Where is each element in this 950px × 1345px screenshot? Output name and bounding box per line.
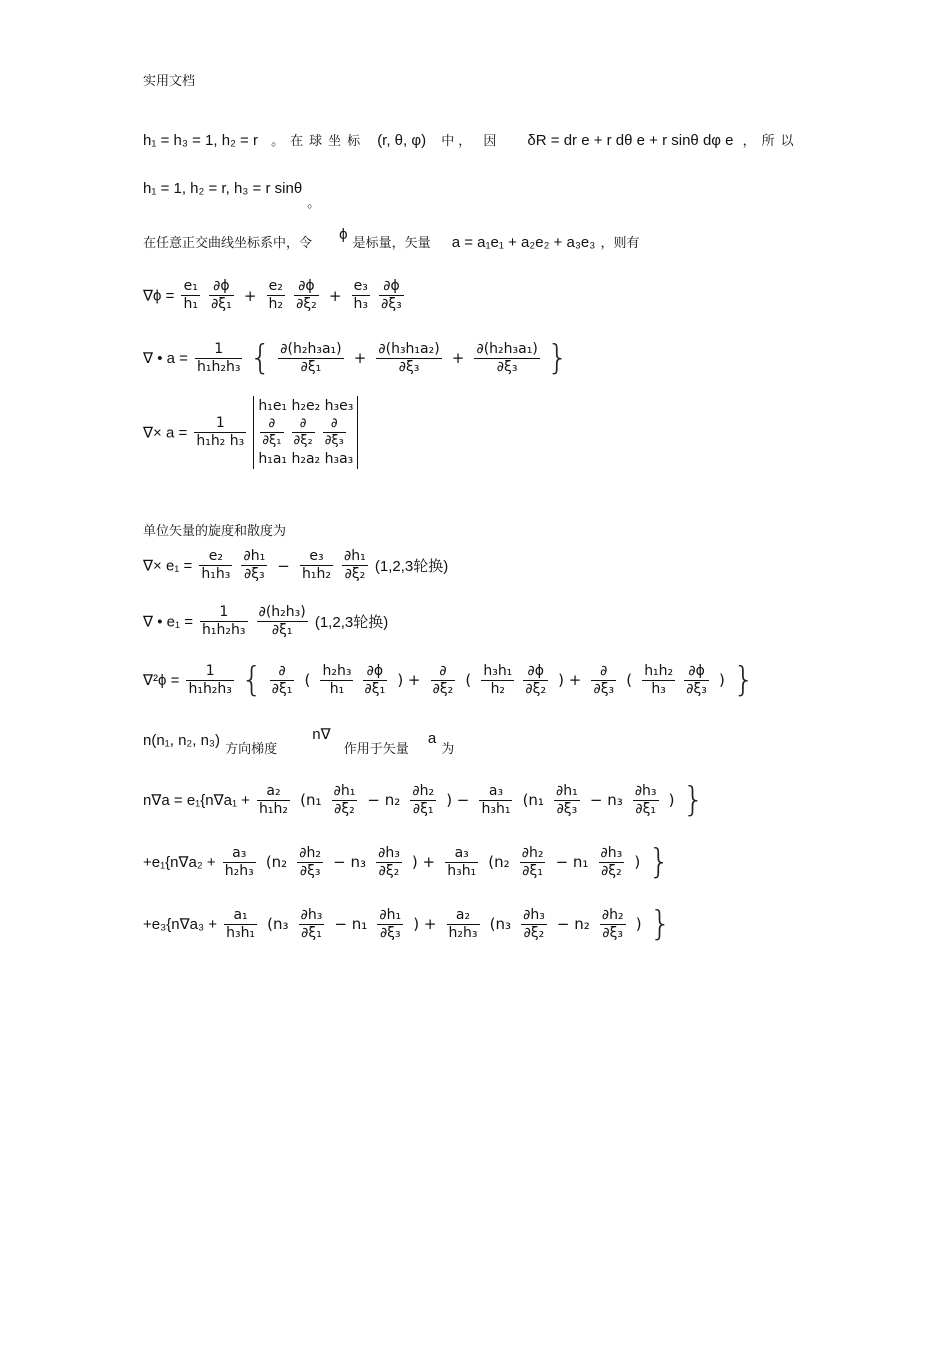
fraction: $\frac{\partial\phi}{\text{∂ξ₃}}$	[381, 278, 402, 312]
fraction: $\frac{\text{∂(h₃h₁a₂)}}{\text{∂ξ₃}}$	[378, 340, 440, 375]
scale-factors-line	[143, 130, 800, 149]
fraction: $\frac{\text{∂(h₂h₃a₁)}}{\text{∂ξ₁}}$	[280, 340, 342, 375]
determinant	[253, 396, 358, 469]
curl-formula	[143, 396, 358, 469]
det-row-3: h₁a₁ h₂a₂ h₃a₃	[258, 451, 354, 467]
vector-a-definition: a = a₁e₁ + a₂e₂ + a₃e₃	[451, 234, 596, 251]
laplacian-formula: ∇²ϕ = $\frac{1}{\text{h₁h₂h₃}}$ { $\frac{\partial}{\text{∂ξ₁}}$ ( $\frac{\text{h₂h₃}}{\text{h₁}}$ $\frac{\partial\phi}{\text{∂ξ₁}}$ ) + $\frac{\partial}{\text{∂ξ₂}}$ ( $\frac{\text{h₃h₁}}{\text{h₂}}$ $\frac{\partial\phi}{\text{∂ξ₂}}$ ) + $\frac{\partial}{\text{∂ξ₃}}$ ( $\frac{\text{h₁h₂}}{\text{h₃}}$ $\frac{\partial\phi}{\text{∂ξ₃}}$ ) }	[143, 660, 755, 700]
text-spherical: 。在球坐标	[271, 134, 367, 149]
definition-line	[143, 226, 640, 251]
fraction: $\frac{1}{\text{h₁h₂h₃}}$	[196, 340, 241, 375]
text-then: ，则有	[600, 236, 640, 251]
expansion-lhs-2: +e₁{n∇a₂ +	[143, 854, 216, 871]
gradient-formula: ∇ϕ = $\frac{\text{e₁}}{\text{h₁}}$ $\frac{\partial\phi}{\text{∂ξ₁}}$ + $\frac{\text{e₂}}{\text{h₂}}$ $\frac{\partial\phi}{\text{∂ξ₂}}$ + $\frac{\text{e₃}}{\text{h₃}}$ $\frac{\partial\phi}{\text{∂ξ₃}}$	[143, 278, 402, 312]
n-nabla: n∇	[312, 726, 331, 743]
unit-curl-lhs: ∇× e₁ =	[143, 557, 193, 575]
vector-a: a	[427, 730, 437, 747]
expansion-line-3: +e₃{n∇a₃ + $\frac{\text{a₁}}{\text{h₃h₁}}$ (n₃ $\frac{\text{∂h₃}}{\text{∂ξ₁}}$ − n₁ $\frac{\text{∂h₁}}{\text{∂ξ₃}}$ ) + $\frac{\text{a₂}}{\text{h₂h₃}}$ (n₃ $\frac{\text{∂h₃}}{\text{∂ξ₂}}$ − n₂ $\frac{\text{∂h₂}}{\text{∂ξ₃}}$ ) }	[143, 904, 672, 944]
phi-symbol: ϕ	[339, 226, 348, 243]
det-row-1: h₁e₁ h₂e₂ h₃e₃	[258, 398, 354, 414]
laplacian-lhs: ∇²ϕ =	[143, 672, 180, 689]
text-scalar: 是标量，矢量	[352, 236, 431, 251]
det-row-2: $\frac{\partial}{\text{∂ξ₁}}$ $\frac{\partial}{\text{∂ξ₂}}$ $\frac{\partial}{\text{∂ξ₃}}$	[262, 416, 344, 448]
expansion-lhs-1: n∇a = e₁{n∇a₁ +	[143, 792, 250, 809]
unit-curl-formula: ∇× e₁ = $\frac{\text{e₂}}{\text{h₁h₃}}$ $\frac{\text{∂h₁}}{\text{∂ξ₃}}$ − $\frac{\text{e₃}}{\text{h₁h₂}}$ $\frac{\text{∂h₁}}{\text{∂ξ₂}}$ (1,2,3轮换)	[143, 548, 449, 582]
divergence-lhs: ∇ • a =	[143, 350, 188, 367]
direction-n: n(n₁, n₂, n₃)	[143, 732, 221, 749]
directional-gradient-line	[143, 726, 455, 757]
cyclic-note: (1,2,3轮换)	[374, 558, 449, 575]
page-header: 实用文档	[143, 74, 196, 89]
gradient-lhs: ∇ϕ =	[143, 287, 175, 305]
fraction: $\frac{\text{e₂}}{\text{h₂}}$	[268, 278, 283, 312]
curl-lhs: ∇× a =	[143, 424, 188, 442]
cyclic-note: (1,2,3轮换)	[314, 614, 389, 631]
unit-vector-text: 单位矢量的旋度和散度为	[143, 524, 287, 539]
fraction: $\frac{\partial\phi}{\text{∂ξ₁}}$	[211, 278, 232, 312]
spherical-coords: (r, θ, φ)	[377, 132, 427, 149]
text-is: 为	[441, 742, 455, 757]
divergence-formula: ∇ • a = $\frac{1}{\text{h₁h₂h₃}}$ { $\frac{\text{∂(h₂h₃a₁)}}{\text{∂ξ₁}}$ + $\frac{\text{∂(h₃h₁a₂)}}{\text{∂ξ₃}}$ + $\frac{\text{∂(h₂h₃a₁)}}{\text{∂ξ₃}}$ }	[143, 338, 569, 378]
expansion-lhs-3: +e₃{n∇a₃ +	[143, 916, 217, 933]
fraction: $\frac{\partial\phi}{\text{∂ξ₂}}$	[296, 278, 317, 312]
delta-r-expression: δR = dr e + r dθ e + r sinθ dφ e	[527, 132, 734, 149]
unit-div-lhs: ∇ • e₁ =	[143, 613, 193, 631]
text-orthogonal: 在任意正交曲线坐标系中，令	[143, 236, 313, 251]
text-acts-on: 作用于矢量	[343, 742, 409, 757]
fraction: $\frac{\text{e₁}}{\text{h₁}}$	[183, 278, 198, 312]
period: 。	[307, 196, 321, 211]
fraction: $\frac{\text{∂(h₂h₃a₁)}}{\text{∂ξ₃}}$	[476, 340, 538, 375]
unit-div-formula: ∇ • e₁ = $\frac{1}{\text{h₁h₂h₃}}$ $\frac{\text{∂(h₂h₃)}}{\text{∂ξ₁}}$ (1,2,3轮换)	[143, 604, 389, 638]
scale-factors-cylindrical: h₁ = h₃ = 1, h₂ = r	[143, 132, 258, 149]
spherical-scale-line	[143, 178, 321, 211]
text-therefore: ，所以	[742, 134, 800, 149]
expansion-line-2: +e₁{n∇a₂ + $\frac{\text{a₃}}{\text{h₂h₃}}$ (n₂ $\frac{\text{∂h₂}}{\text{∂ξ₃}}$ − n₃ $\frac{\text{∂h₃}}{\text{∂ξ₂}}$ ) + $\frac{\text{a₃}}{\text{h₃h₁}}$ (n₂ $\frac{\text{∂h₂}}{\text{∂ξ₁}}$ − n₁ $\frac{\text{∂h₃}}{\text{∂ξ₂}}$ ) }	[143, 842, 670, 882]
text-because: 中， 因	[441, 134, 501, 149]
fraction: $\frac{1}{\text{h₁h₂ h₃}}$	[196, 415, 245, 449]
fraction: $\frac{\text{e₃}}{\text{h₃}}$	[353, 278, 369, 312]
expansion-line-1: n∇a = e₁{n∇a₁ + $\frac{\text{a₂}}{\text{h₁h₂}}$ (n₁ $\frac{\text{∂h₁}}{\text{∂ξ₂}}$ − n₂ $\frac{\text{∂h₂}}{\text{∂ξ₁}}$ ) − $\frac{\text{a₃}}{\text{h₃h₁}}$ (n₁ $\frac{\text{∂h₁}}{\text{∂ξ₃}}$ − n₃ $\frac{\text{∂h₃}}{\text{∂ξ₁}}$ ) }	[143, 780, 705, 820]
scale-factors-spherical: h₁ = 1, h₂ = r, h₃ = r sinθ	[143, 180, 303, 197]
text-dir-grad: 方向梯度	[225, 742, 278, 757]
